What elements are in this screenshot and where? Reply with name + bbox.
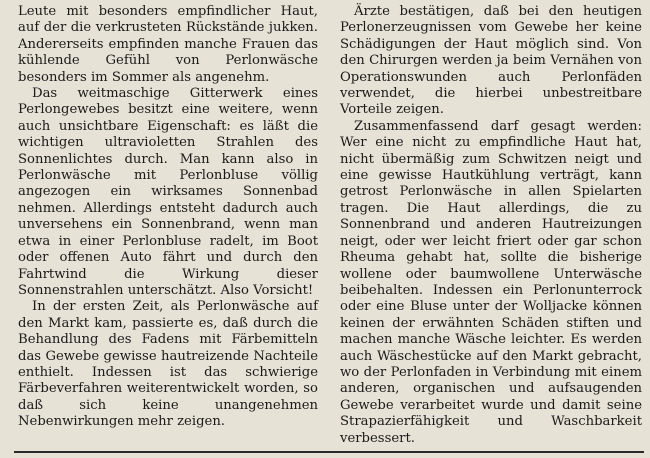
paragraph: Ärzte bestätigen, daß bei den heutigen Perlonerzeugnissen vom Gewebe her keine Schädigungen der Haut möglich sind. Von den Chirurgen werden ja beim Vernähen von Operationswunden auch Perlonfäden verwendet, die hierbei unbestreitbare Vorteile zeigen. xyxy=(340,4,642,118)
left-column xyxy=(18,4,318,431)
bottom-rule xyxy=(14,451,644,453)
paragraph: In der ersten Zeit, als Perlonwäsche auf den Markt kam, passierte es, daß durch die Behandlung des Fadens mit Färbemitteln das Gewebe gewisse hautreizende Nachteile enthielt. Indessen ist das schwierige Färbeverfahren weiterentwickelt worden, so daß sich keine unangenehmen Nebenwirkungen mehr zeigen. xyxy=(18,299,318,430)
paragraph: Das weitmaschige Gitterwerk eines Perlongewebes besitzt eine weitere, wenn auch unsichtbare Eigenschaft: es läßt die wichtigen ultravioletten Strahlen des Sonnenlichtes durch. Man kann also in Perlonwäsche mit Perlonbluse völlig angezogen ein wirksames Sonnenbad nehmen. Allerdings entsteht dadurch auch unversehens ein Sonnenbrand, wenn man etwa in einer Perlonbluse radelt, im Boot oder offenen Auto fährt und durch den Fahrtwind die Wirkung dieser Sonnenstrahlen unterschätzt. Also Vorsicht! xyxy=(18,86,318,298)
right-column xyxy=(340,4,642,447)
paragraph: Zusammenfassend darf gesagt werden: Wer eine nicht zu empfindliche Haut hat, nicht übermäßig zum Schwitzen neigt und eine gewisse Hautkühlung verträgt, kann getrost Perlonwäsche in allen Spielarten tragen. Die Haut allerdings, die zu Sonnenbrand und anderen Hautreizungen neigt, oder wer leicht friert oder gar schon Rheuma gehabt hat, sollte die bisherige wollene oder baumwollene Unterwäsche beibehalten. Indessen ein Perlonunterrock oder eine Bluse unter der Wolljacke können keinen der erwähnten Schäden stiften und machen manche Wäsche leichter. Es werden auch Wäschestücke auf den Markt gebracht, wo der Perlonfaden in Verbindung mit einem anderen, organischen und aufsaugenden Gewebe verarbeitet wurde und damit seine Strapazierfähigkeit und Waschbarkeit verbessert. xyxy=(340,118,642,446)
paragraph: Leute mit besonders empfindlicher Haut, auf der die verkrusteten Rückstände jukken. Andererseits empfinden manche Frauen das kühlende Gefühl von Perlonwäsche besonders im Sommer als angenehm. xyxy=(18,4,318,85)
